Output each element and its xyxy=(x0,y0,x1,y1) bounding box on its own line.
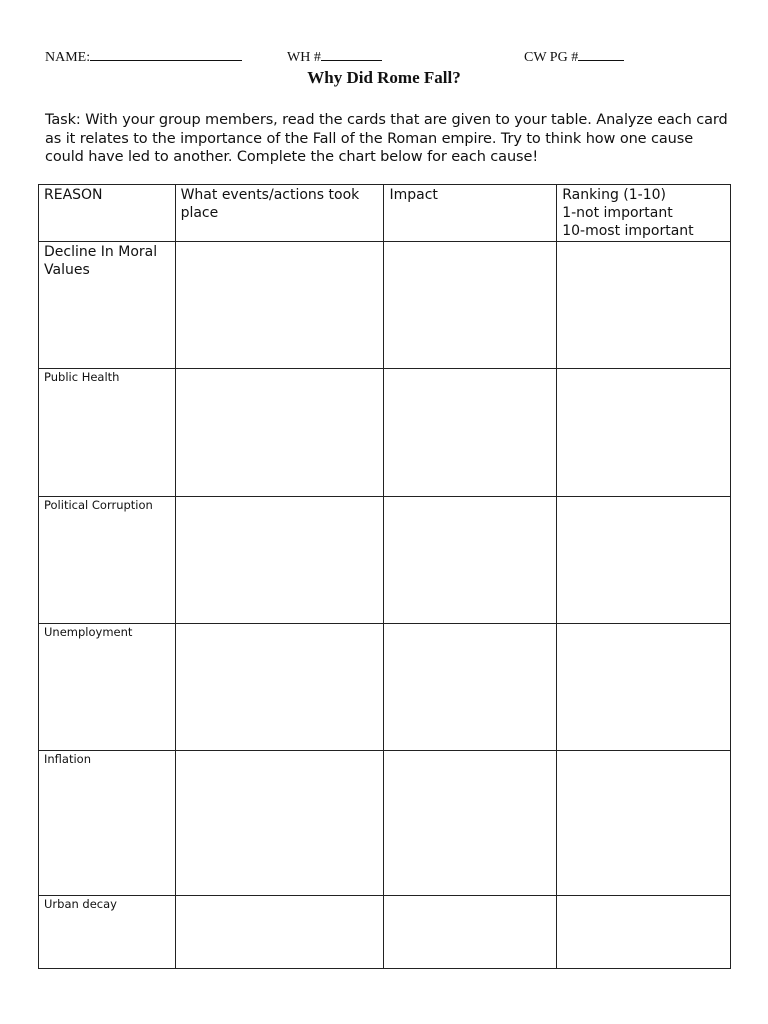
student-info-header xyxy=(0,47,768,67)
table-row xyxy=(39,242,731,369)
reason-cell: Decline In Moral Values xyxy=(39,242,176,369)
ranking-cell[interactable] xyxy=(557,896,731,969)
wh-label: WH # xyxy=(287,50,321,65)
events-cell[interactable] xyxy=(175,624,384,751)
table-row xyxy=(39,624,731,751)
header-ranking xyxy=(557,185,731,242)
ranking-cell[interactable] xyxy=(557,624,731,751)
ranking-cell[interactable] xyxy=(557,751,731,896)
ranking-cell[interactable] xyxy=(557,497,731,624)
header-impact: Impact xyxy=(384,185,557,242)
header-reason: REASON xyxy=(39,185,176,242)
events-cell[interactable] xyxy=(175,751,384,896)
table-row xyxy=(39,497,731,624)
impact-cell[interactable] xyxy=(384,896,557,969)
impact-cell[interactable] xyxy=(384,369,557,497)
reason-cell: Inflation xyxy=(39,751,176,896)
reasons-chart xyxy=(38,184,731,969)
impact-cell[interactable] xyxy=(384,497,557,624)
header-events: What events/actions took place xyxy=(175,185,384,242)
wh-blank-line[interactable] xyxy=(321,47,382,61)
cw-blank-line[interactable] xyxy=(578,47,624,61)
table-row xyxy=(39,751,731,896)
impact-cell[interactable] xyxy=(384,624,557,751)
impact-cell[interactable] xyxy=(384,751,557,896)
reason-cell: Unemployment xyxy=(39,624,176,751)
ranking-cell[interactable] xyxy=(557,242,731,369)
ranking-line-1: Ranking (1-10) xyxy=(562,187,666,203)
cw-page-field[interactable] xyxy=(524,47,624,66)
task-instructions: Task: With your group members, read the cards that are given to your table. Analyze each card as it relates to the importance of the Fall of the Roman empire. Try to think how one cause could have led to another. Complete the chart below for each cause! xyxy=(45,112,728,165)
name-blank-line[interactable] xyxy=(90,47,242,61)
table-row xyxy=(39,896,731,969)
wh-number-field[interactable] xyxy=(287,47,382,66)
events-cell[interactable] xyxy=(175,497,384,624)
ranking-cell[interactable] xyxy=(557,369,731,497)
name-field[interactable] xyxy=(45,47,242,66)
events-cell[interactable] xyxy=(175,896,384,969)
reason-cell: Political Corruption xyxy=(39,497,176,624)
cw-label: CW PG # xyxy=(524,50,579,65)
name-label: NAME: xyxy=(45,50,91,65)
ranking-line-3: 10-most important xyxy=(562,223,694,239)
table-header-row xyxy=(39,185,731,242)
reason-cell: Urban decay xyxy=(39,896,176,969)
page-title: Why Did Rome Fall? xyxy=(307,68,461,87)
ranking-line-2: 1-not important xyxy=(562,205,673,221)
events-cell[interactable] xyxy=(175,242,384,369)
impact-cell[interactable] xyxy=(384,242,557,369)
reason-cell: Public Health xyxy=(39,369,176,497)
table-row xyxy=(39,369,731,497)
events-cell[interactable] xyxy=(175,369,384,497)
